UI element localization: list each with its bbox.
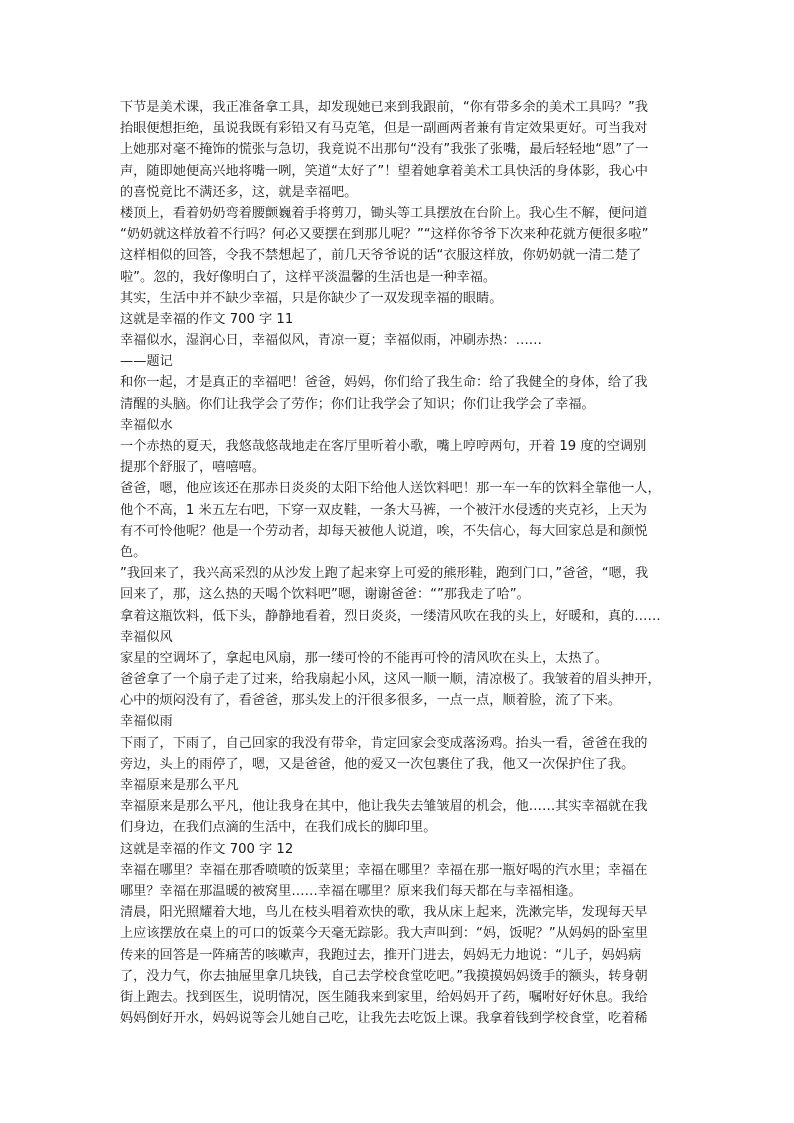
text-line: 街上跑去。找到医生，说明情况，医生随我来到家里，给妈妈开了药，嘱咐好好休息。我给 [120,989,648,1005]
text-line: 了，没力气，你去抽屉里拿几块钱，自己去学校食堂吃吧。”我摸摸妈妈烫手的额头，转身朝 [120,968,648,984]
text-line: 和你一起，才是真正的幸福吧！爸爸，妈妈，你们给了我生命：给了我健全的身体，给了我 [120,375,648,391]
text-line: 上她那对毫不掩饰的慌张与急切，我竟说不出那句“没有”我张了张嘴，最后轻轻地“恩”了一 [120,142,649,158]
section-heading: 这就是幸福的作文 700 字 12 [120,841,294,857]
text-line: 们身边，在我们点滴的生活中，在我们成长的脚印里。 [120,820,437,836]
text-line: 心中的烦闷没有了，看爸爸，那头发上的汗很多很多，一点一点，顺着脸，流了下来。 [120,693,622,709]
text-line: 幸福在哪里？幸福在那香喷喷的饭菜里；幸福在哪里？幸福在那一瓶好喝的汽水里；幸福在 [120,862,648,878]
text-line: 下雨了，下雨了，自己回家的我没有带伞，肯定回家会变成落汤鸡。抬头一看，爸爸在我的 [120,735,648,751]
text-line: 旁边，头上的雨停了，嗯，又是爸爸，他的爱又一次包裹住了我，他又一次保护住了我。 [120,756,635,772]
text-line: 清晨，阳光照耀着大地，鸟儿在枝头唱着欢快的歌，我从床上起来，洗漱完毕，发现每天早 [120,905,648,921]
text-line: 这样相似的回答，令我不禁想起了，前几天爷爷说的话“衣服这样放，你奶奶就一清二楚了 [120,248,642,264]
text-line: 家星的空调坏了，拿起电风扇，那一缕可怜的不能再可怜的清风吹在头上，太热了。 [120,650,608,666]
text-line: 一个赤热的夏天，我悠哉悠哉地走在客厅里听着小歌，嘴上哼哼两句，开着 19 度的空调别 [120,439,647,454]
text-line: 上应该摆放在桌上的可口的饭菜今天毫无踪影。我大声叫到：“妈，饭呢？”从妈妈的卧室里 [120,926,648,942]
document-page [120,97,676,1029]
text-line: 声，随即她便高兴地将嘴一咧，笑道“太好了”！望着她拿着美术工具快活的身体影，我心中 [120,163,648,179]
text-line: 抬眼便想拒绝，虽说我既有彩铅又有马克笔，但是一副画两者兼有肯定效果更好。可当我对 [120,121,648,137]
text-line: 其实，生活中并不缺少幸福，只是你缺少了一双发现幸福的眼睛。 [120,290,503,306]
subheading: 幸福似风 [120,629,173,645]
text-line: 下节是美术课，我正准备拿工具，却发现她已来到我跟前，“你有带多余的美术工具吗？”我 [120,100,648,115]
text-line: 他个不高，1 米五左右吧，下穿一双皮鞋，一条大马裤，一个被汗水侵透的夹克衫，上天为 [120,502,647,518]
text-line: 色。 [120,544,147,560]
text-line: 清醒的头脑。你们让我学会了劳作；你们让我学会了知识；你们让我学会了幸福。 [120,396,595,412]
section-heading: 这就是幸福的作文 700 字 11 [120,311,294,327]
text-line: 有不可怜他呢？他是一个劳动者，却每天被他人说道，唉，不失信心，每大回家总是和颜悦 [120,523,648,539]
text-line: 爸爸拿了一个扇子走了过来，给我扇起小风，这风一顺一顺，清凉极了。我皱着的眉头抻开， [120,672,661,688]
subheading: 幸福似雨 [120,714,173,730]
text-line: 提那个舒服了，嘻嘻嘻。 [120,460,266,476]
subheading: 幸福似水 [120,417,173,433]
text-line: 哪里？幸福在那温暖的被窝里……幸福在哪里？原来我们每天都在与幸福相逢。 [120,883,582,899]
text-line: 拿着这瓶饮料，低下头，静静地看着，烈日炎炎，一缕清风吹在我的头上，好暖和，真的…… [120,608,661,624]
text-line: 传来的回答是一阵痛苦的咳嗽声，我跑过去，推开门进去，妈妈无力地说：“儿子，妈妈病 [120,947,642,963]
text-line: ”我回来了，我兴高采烈的从沙发上跑了起来穿上可爱的熊形鞋，跑到门口，”爸爸，“嗯，我 [120,566,649,582]
text-line: 回来了，那，这么热的天喝个饮料吧”嗯，谢谢爸爸：“”那我走了哈”。 [120,587,530,603]
text-line: 楼顶上，看着奶奶弯着腰颤巍着手将剪刀，锄头等工具摆放在台阶上。我心生不解，便问道 [120,205,648,221]
text-line: 幸福原来是那么平凡，他让我身在其中，他让我失去雏皱眉的机会，他……其实幸福就在我 [120,799,648,815]
text-line: 幸福似水，湿润心日，幸福似风，青凉一夏；幸福似雨，冲刷赤热：…… [120,333,542,349]
text-line: 的喜悦竟比不满还多，这，就是幸福吧。 [120,184,358,200]
text-line: 妈妈倒好开水，妈妈说等会儿她自己吃，让我先去吃饭上课。我拿着钱到学校食堂，吃着稀 [120,1011,648,1027]
epigraph-attribution: ——题记 [120,354,173,370]
text-line: 啦”。忽的，我好像明白了，这样平淡温馨的生活也是一种幸福。 [120,269,497,285]
text-line: “奶奶就这样放着不行吗？何必又要摆在到那儿呢？”“这样你爷爷下次来种花就方便很多啦” [120,227,649,243]
subheading: 幸福原来是那么平凡 [120,778,239,793]
text-line: 爸爸，嗯，他应该还在那赤日炎炎的太阳下给他人送饮料吧！那一车一车的饮料全靠他一人， [120,481,661,497]
